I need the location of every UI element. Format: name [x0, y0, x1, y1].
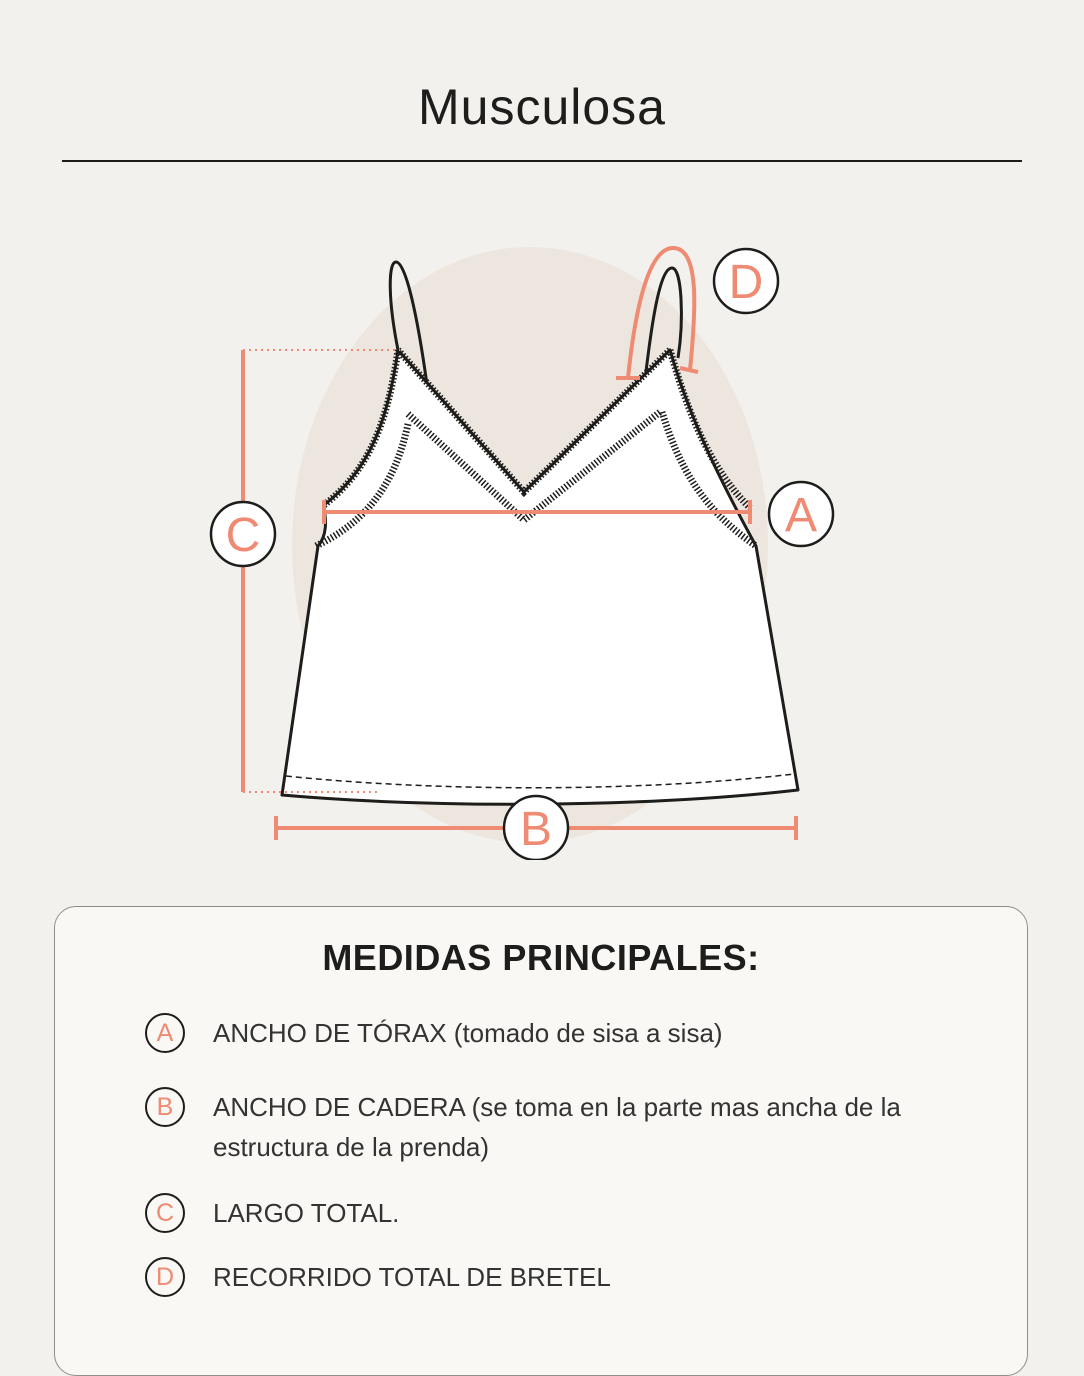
label-c [211, 502, 275, 566]
measures-heading: MEDIDAS PRINCIPALES: [322, 937, 760, 978]
label-a [769, 482, 833, 546]
legend-badge-d: D [145, 1257, 185, 1297]
title-divider [62, 160, 1022, 162]
legend-text-a: ANCHO DE TÓRAX (tomado de sisa a sisa) [213, 1018, 723, 1048]
legend-text-c: LARGO TOTAL. [213, 1198, 400, 1228]
garment-diagram [0, 200, 1084, 860]
label-d [714, 249, 778, 313]
label-b-letter: B [519, 803, 553, 856]
measures-panel [54, 906, 1028, 1376]
legend-text-b: ANCHO DE CADERA (se toma en la parte mas ancha de la estructura de la prenda) [213, 1092, 901, 1162]
legend-text-d: RECORRIDO TOTAL DE BRETEL [213, 1262, 611, 1292]
legend-badge-c: C [145, 1193, 185, 1233]
label-a-letter: A [784, 489, 818, 542]
legend-badge-b: B [145, 1087, 185, 1127]
label-d-letter: D [728, 256, 764, 309]
legend-badge-a: A [145, 1013, 185, 1053]
label-c-letter: C [225, 509, 261, 562]
page-title: Musculosa [418, 79, 666, 135]
label-b [504, 796, 568, 860]
